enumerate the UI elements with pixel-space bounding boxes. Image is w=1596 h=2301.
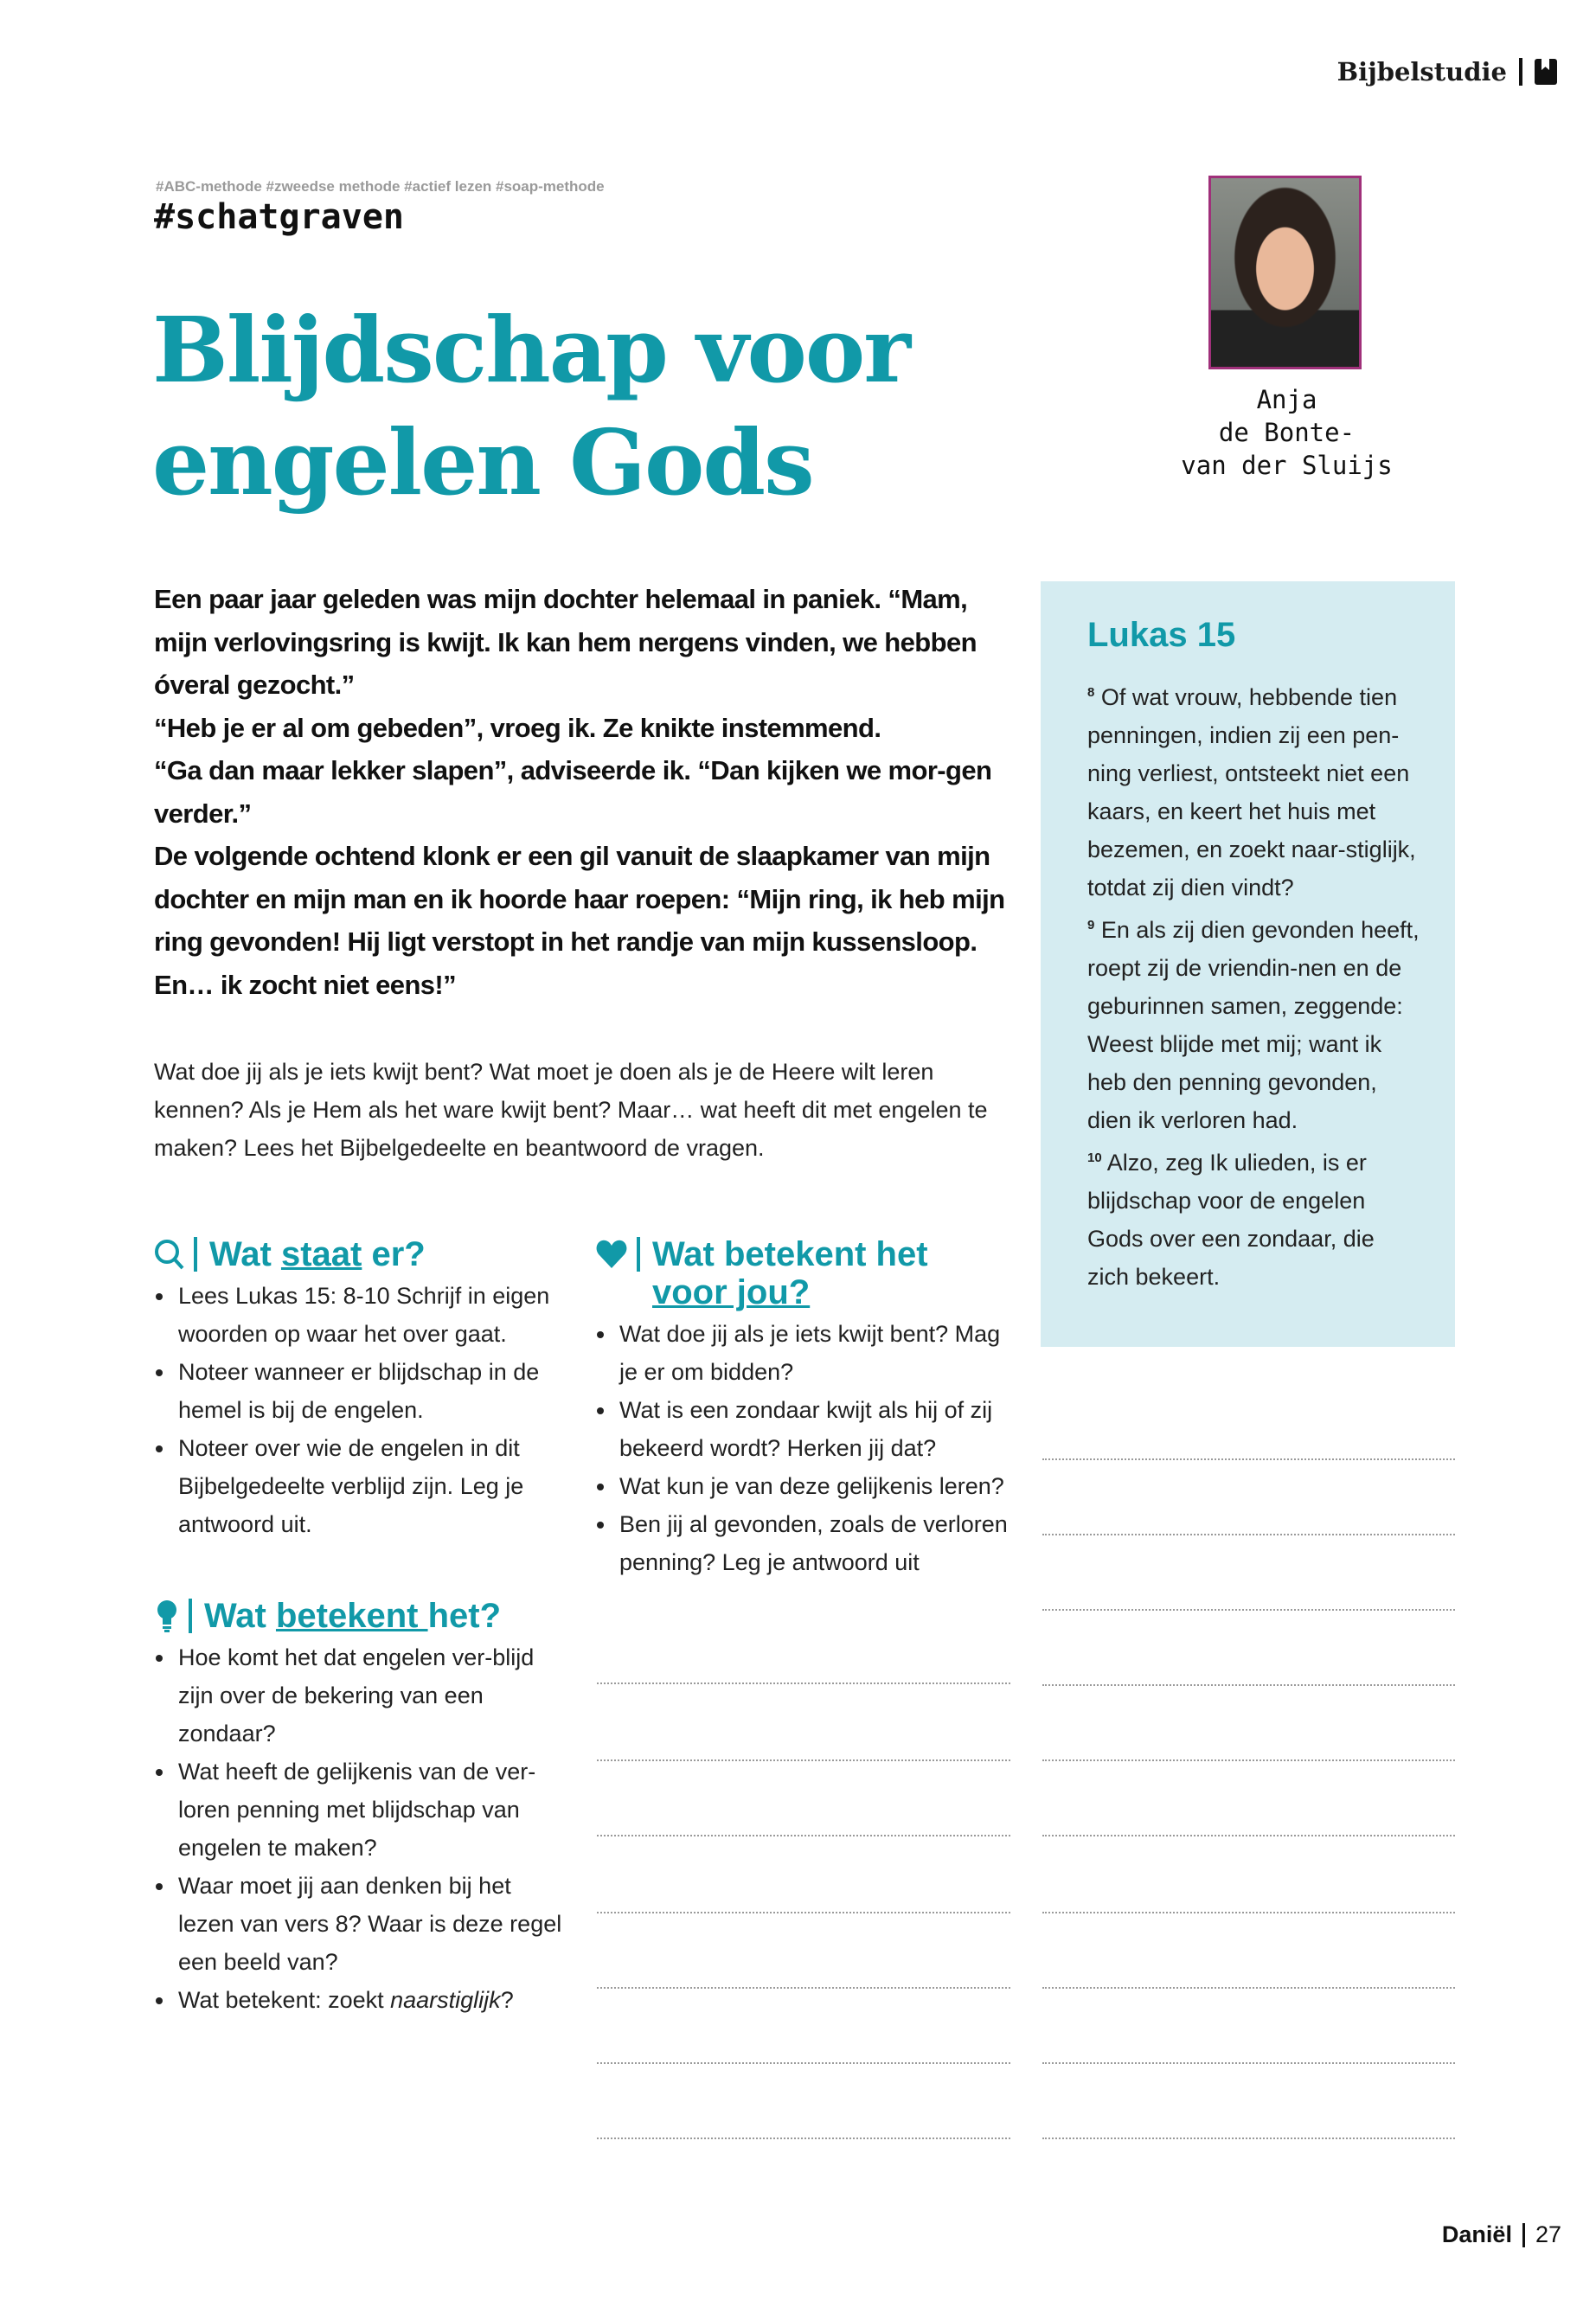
book-icon (1535, 59, 1557, 85)
divider (637, 1237, 640, 1272)
answer-line[interactable] (1042, 1912, 1455, 1913)
item-text: ? (500, 1987, 514, 2013)
section-wat-staat-er (154, 1235, 569, 1543)
heading-text: Wat betekent het (652, 1235, 928, 1273)
item-text: Wat betekent: zoekt (178, 1987, 391, 2013)
list-item: Wat heeft de gelijkenis van de ver-loren penning met blijdschap van engelen te maken? (154, 1753, 569, 1867)
page-footer (1442, 2221, 1561, 2248)
page-title (152, 294, 909, 519)
title-line: engelen Gods (152, 409, 813, 516)
hashtag: #schatgraven (154, 197, 404, 237)
heading-text: Wat (204, 1597, 276, 1635)
answer-line[interactable] (597, 1912, 1010, 1913)
list-item: Wat kun je van deze gelijkenis leren? (595, 1467, 1019, 1505)
title-line: Blijdschap voor (152, 297, 910, 403)
answer-line[interactable] (1042, 2138, 1455, 2139)
list-item: Wat is een zondaar kwijt als hij of zij bekeerd wordt? Herken jij dat? (595, 1391, 1019, 1467)
list-item: Lees Lukas 15: 8-10 Schrijf in eigen woorden op waar het over gaat. (154, 1277, 569, 1353)
list-item: Ben jij al gevonden, zoals de verloren penning? Leg je antwoord uit (595, 1505, 1019, 1581)
intro-paragraph: “Heb je er al om gebeden”, vroeg ik. Ze knikte instemmend. (154, 712, 881, 743)
verse-text: Of wat vrouw, hebbende tien penningen, indien zij een pen-ning verliest, ontsteekt niet een kaars, en keert het huis met bezemen, en zoekt naar-stiglijk, totdat zij dien vindt? (1087, 684, 1416, 901)
heading-emphasis: voor jou? (652, 1273, 811, 1311)
section-heading (154, 1235, 569, 1273)
section-header (1337, 57, 1557, 87)
author-name (1151, 383, 1423, 482)
search-icon (154, 1237, 185, 1272)
heading-text: het? (427, 1597, 501, 1635)
heading-text: er? (362, 1235, 426, 1273)
section-heading (595, 1235, 1019, 1311)
answer-line[interactable] (1042, 1835, 1455, 1836)
intro-paragraph: Een paar jaar geleden was mijn dochter helemaal in paniek. “Mam, mijn verlovingsring is kwijt. Ik kan hem nergens vinden, we hebben óveral gezocht.” (154, 584, 977, 700)
answer-line[interactable] (1042, 1684, 1455, 1686)
body-paragraph: Wat doe jij als je iets kwijt bent? Wat moet je doen als je de Heere wilt leren kennen? Als je Hem als het ware kwijt bent? Maar… wat heeft dit met engelen te maken? Lees het Bijbelgedeelte en beantwoord de vragen. (154, 1059, 988, 1161)
tags: #ABC-methode #zweedse methode #actief lezen #soap-methode (156, 178, 605, 195)
answer-line[interactable] (597, 1759, 1010, 1761)
list-item: Noteer over wie de engelen in dit Bijbelgedeelte verblijd zijn. Leg je antwoord uit. (154, 1429, 569, 1543)
divider (194, 1237, 197, 1272)
list-item: Noteer wanneer er blijdschap in de hemel is bij de engelen. (154, 1353, 569, 1429)
lightbulb-icon (154, 1599, 180, 1633)
answer-line[interactable] (1042, 1759, 1455, 1761)
answer-line[interactable] (1042, 1987, 1455, 1989)
section-heading (154, 1597, 569, 1635)
scripture-title: Lukas 15 (1087, 616, 1236, 654)
divider (1522, 2223, 1525, 2247)
list-item (154, 1981, 569, 2019)
answer-line[interactable] (1042, 1609, 1455, 1611)
author-line: Anja (1256, 385, 1317, 414)
heading-emphasis: betekent (275, 1597, 428, 1635)
scripture-text (1087, 674, 1420, 1296)
list-item: Hoe komt het dat engelen ver-blijd zijn over de bekering van een zondaar? (154, 1638, 569, 1753)
verse-text: Alzo, zeg Ik ulieden, is er blijdschap voor de engelen Gods over een zondaar, die zich bekeert. (1087, 1150, 1375, 1290)
list-item: Waar moet jij aan denken bij het lezen van vers 8? Waar is deze regel een beeld van? (154, 1867, 569, 1981)
answer-line[interactable] (1042, 1534, 1455, 1535)
intro-text (154, 578, 1019, 1006)
divider (189, 1599, 192, 1633)
heading-emphasis: staat (280, 1235, 362, 1273)
intro-paragraph: De volgende ochtend klonk er een gil vanuit de slaapkamer van mijn dochter en mijn man en ik hoorde haar roepen: “Mijn ring, ik heb mijn ring gevonden! Hij ligt verstopt in het randje van mijn kussensloop. En… ik zocht niet eens!” (154, 841, 1005, 1000)
intro-paragraph: “Ga dan maar lekker slapen”, adviseerde ik. “Dan kijken we mor-gen verder.” (154, 755, 992, 829)
author-photo (1208, 176, 1362, 369)
item-emphasis: naarstiglijk (390, 1987, 501, 2013)
verse-number: 10 (1087, 1150, 1102, 1165)
answer-line[interactable] (597, 2062, 1010, 2064)
answer-line[interactable] (597, 2138, 1010, 2139)
scripture-box (1041, 581, 1455, 1347)
section-wat-betekent-het (154, 1597, 569, 2019)
verse-number: 9 (1087, 918, 1095, 933)
author-line: van der Sluijs (1181, 451, 1393, 480)
section-voor-jou (595, 1235, 1019, 1581)
magazine-name: Daniël (1441, 2221, 1512, 2247)
answer-line[interactable] (1042, 2062, 1455, 2064)
section-label: Bijbelstudie (1336, 57, 1507, 87)
heart-icon (595, 1237, 628, 1272)
verse-text: En als zij dien gevonden heeft, roept zij de vriendin-nen en de geburinnen samen, zeggende: Weest blijde met mij; want ik heb den penning gevonden, dien ik verloren had. (1087, 917, 1420, 1133)
answer-line[interactable] (597, 1987, 1010, 1989)
author-line: de Bonte- (1218, 418, 1356, 447)
page-number: 27 (1535, 2221, 1561, 2247)
answer-line[interactable] (597, 1682, 1010, 1684)
verse-number: 8 (1087, 685, 1095, 700)
divider (1519, 58, 1522, 86)
list-item: Wat doe jij als je iets kwijt bent? Mag je er om bidden? (595, 1315, 1019, 1391)
answer-line[interactable] (597, 1835, 1010, 1836)
heading-text: Wat (209, 1235, 281, 1273)
answer-line[interactable] (1042, 1458, 1455, 1460)
